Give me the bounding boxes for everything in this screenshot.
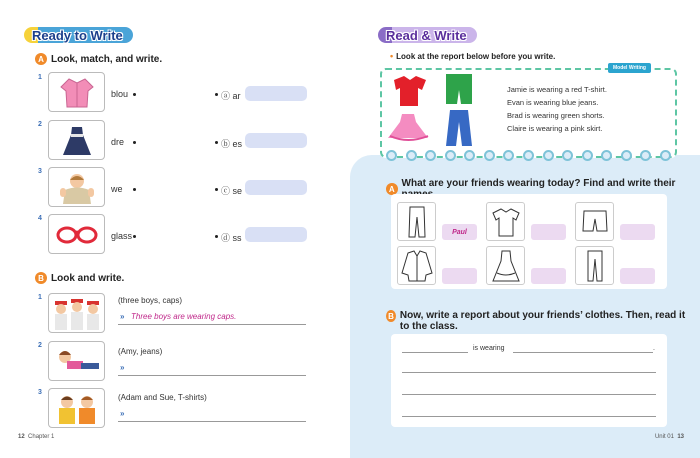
name-blank[interactable] bbox=[620, 224, 655, 240]
item-number: 4 bbox=[38, 215, 42, 222]
page-number: 12 bbox=[18, 434, 25, 440]
match-word: blou bbox=[111, 89, 129, 99]
right-partA-badge: A bbox=[386, 183, 398, 195]
right-page bbox=[350, 0, 700, 458]
partB-badge: B bbox=[35, 272, 47, 284]
partA-badge: A bbox=[35, 53, 47, 65]
prompt-text: (Adam and Sue, T-shirts) bbox=[118, 393, 207, 402]
item-number: 2 bbox=[38, 342, 42, 349]
double-chevron-icon: » bbox=[120, 409, 125, 418]
partB-heading bbox=[35, 272, 124, 284]
item-number: 3 bbox=[38, 168, 42, 175]
clothes-line[interactable] bbox=[513, 352, 653, 353]
three-boys-caps-photo bbox=[48, 293, 105, 333]
right-footer bbox=[655, 434, 684, 440]
section-title-label: Read & Write bbox=[386, 27, 467, 43]
partB-heading-text: Look and write. bbox=[51, 272, 125, 284]
answer-line[interactable] bbox=[118, 421, 306, 422]
match-dot-left[interactable] bbox=[133, 93, 136, 96]
girl-lying-jeans-photo bbox=[48, 341, 105, 381]
page-number: 13 bbox=[677, 434, 684, 440]
friend-name-line[interactable] bbox=[402, 352, 468, 353]
bullet-icon: • bbox=[390, 51, 394, 61]
name-blank[interactable] bbox=[531, 268, 566, 284]
navy-dress-photo bbox=[48, 120, 105, 160]
instruction-text: Look at the report below before you write. bbox=[396, 51, 556, 61]
write-blank[interactable] bbox=[245, 86, 307, 101]
model-writing-tag: Model Writing bbox=[608, 63, 651, 73]
pink-blouse-photo bbox=[48, 72, 105, 112]
right-partB-badge: B bbox=[386, 310, 396, 322]
answer-line[interactable] bbox=[118, 375, 306, 376]
item-number: 3 bbox=[38, 389, 42, 396]
match-option: ⓓ ss bbox=[221, 233, 242, 243]
match-dot-left[interactable] bbox=[133, 141, 136, 144]
section-title-label: Ready to Write bbox=[32, 27, 123, 43]
tshirt-drawing-icon bbox=[486, 202, 525, 241]
match-word: we bbox=[111, 184, 123, 194]
jacket-drawing-icon bbox=[397, 246, 436, 285]
ready-to-write-title bbox=[24, 25, 133, 45]
right-partB-heading bbox=[386, 310, 686, 332]
name-blank[interactable] bbox=[620, 268, 655, 284]
chapter-label: Chapter 1 bbox=[28, 434, 55, 440]
model-sentence: Brad is wearing green shorts. bbox=[507, 111, 605, 120]
match-word: dre bbox=[111, 137, 125, 147]
period-mark: . bbox=[653, 345, 655, 352]
report-line[interactable] bbox=[402, 394, 656, 395]
write-blank[interactable] bbox=[245, 180, 307, 195]
model-clothes-illustration bbox=[388, 72, 498, 147]
match-dot-right[interactable] bbox=[215, 188, 218, 191]
match-dot-left[interactable] bbox=[133, 188, 136, 191]
left-footer bbox=[18, 434, 54, 440]
shorts-drawing-icon bbox=[575, 202, 614, 241]
example-answer: Three boys are wearing caps. bbox=[131, 312, 237, 321]
match-word: glass bbox=[111, 231, 133, 241]
model-sentence: Claire is wearing a pink skirt. bbox=[507, 124, 603, 133]
answer-line[interactable] bbox=[118, 324, 306, 325]
name-blank[interactable] bbox=[531, 224, 566, 240]
right-partB-heading-text: Now, write a report about your friends’ clothes. Then, read it to the class. bbox=[399, 310, 686, 332]
partA-heading-text: Look, match, and write. bbox=[51, 53, 163, 65]
double-chevron-icon: » bbox=[120, 363, 125, 372]
write-blank[interactable] bbox=[245, 133, 307, 148]
report-line[interactable] bbox=[402, 416, 656, 417]
right-partA-heading-text: What are your friends wearing today? Find and write their bbox=[401, 178, 676, 189]
match-option: ⓑ es bbox=[221, 139, 243, 149]
instruction bbox=[390, 51, 555, 61]
model-sentence: Evan is wearing blue jeans. bbox=[507, 98, 599, 107]
name-blank[interactable] bbox=[442, 268, 477, 284]
is-wearing-text: is wearing bbox=[473, 345, 505, 352]
name-blank-filled[interactable]: Paul bbox=[442, 224, 477, 240]
red-glasses-photo bbox=[48, 214, 105, 254]
match-dot-right[interactable] bbox=[215, 141, 218, 144]
match-option: ⓒ se bbox=[221, 186, 243, 196]
pants-drawing-icon bbox=[575, 246, 614, 285]
prompt-text: (Amy, jeans) bbox=[118, 347, 163, 356]
match-dot-right[interactable] bbox=[215, 235, 218, 238]
write-blank[interactable] bbox=[245, 227, 307, 242]
binder-rings bbox=[380, 150, 677, 164]
match-option: ⓐ ar bbox=[221, 91, 241, 101]
double-chevron-icon: » bbox=[120, 312, 125, 321]
partA-heading bbox=[35, 53, 162, 65]
match-dot-left[interactable] bbox=[133, 235, 136, 238]
report-line[interactable] bbox=[402, 372, 656, 373]
report-card bbox=[391, 334, 667, 427]
item-number: 1 bbox=[38, 74, 42, 81]
match-dot-right[interactable] bbox=[215, 93, 218, 96]
model-sentence: Jamie is wearing a red T-shirt. bbox=[507, 85, 607, 94]
item-number: 2 bbox=[38, 121, 42, 128]
jeans-drawing-icon bbox=[397, 202, 436, 241]
read-and-write-title bbox=[378, 25, 477, 45]
item-number: 1 bbox=[38, 294, 42, 301]
prompt-text: (three boys, caps) bbox=[118, 296, 183, 305]
dress-drawing-icon bbox=[486, 246, 525, 285]
unit-label: Unit 01 bbox=[654, 434, 674, 440]
boy-wearing-sweater-photo bbox=[48, 167, 105, 207]
adam-and-sue-tshirts-photo bbox=[48, 388, 105, 428]
